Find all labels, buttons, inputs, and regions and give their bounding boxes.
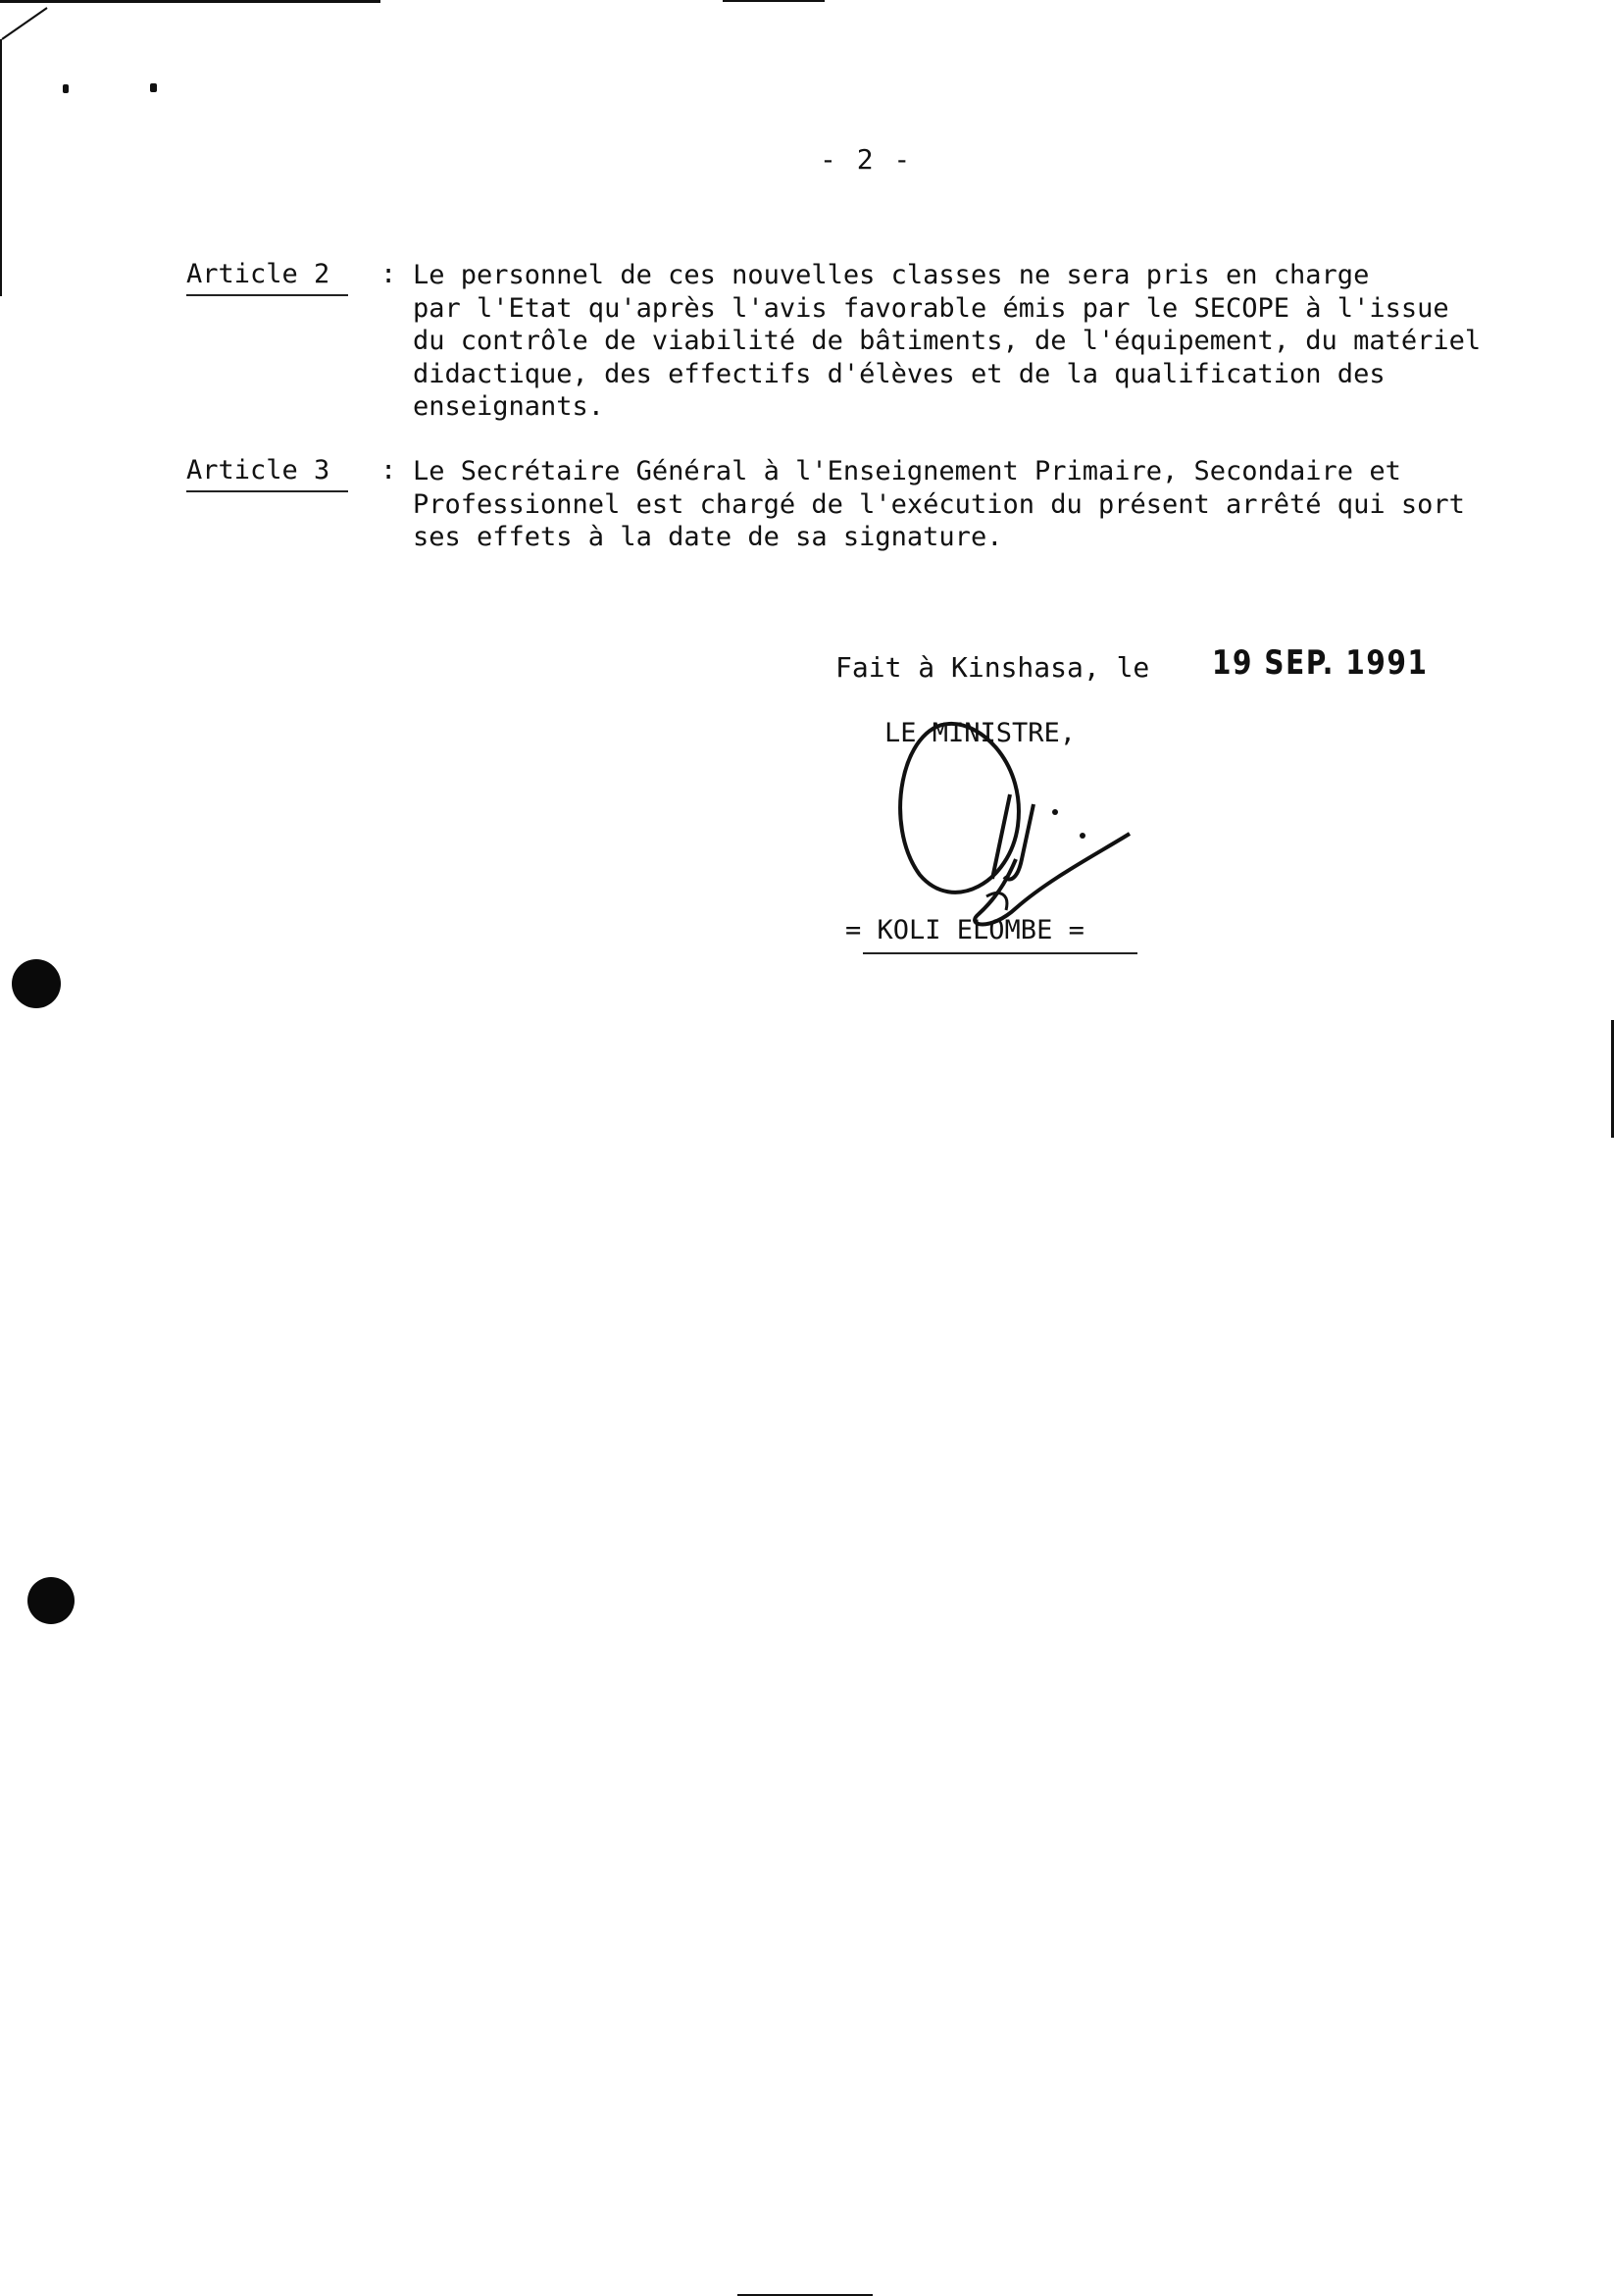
scan-speck-2 xyxy=(150,83,157,92)
punch-hole-lower xyxy=(27,1577,75,1624)
article-3-underline xyxy=(186,490,348,492)
signatory-name: = KOLI ELOMBE = xyxy=(845,915,1084,945)
article-2-colon: : xyxy=(380,259,397,289)
article-3 xyxy=(186,455,1530,563)
article-2-underline xyxy=(186,294,348,296)
signatory-underline xyxy=(863,952,1137,954)
scan-edge-top-center xyxy=(723,0,825,2)
place-date: Fait à Kinshasa, le xyxy=(835,651,1150,684)
scan-speck-1 xyxy=(63,84,69,93)
article-2 xyxy=(186,259,1530,426)
date-stamp: 19 SEP. 1991 xyxy=(1212,643,1429,683)
article-2-label: Article 2 xyxy=(186,259,330,289)
scan-edge-left xyxy=(0,39,2,296)
scan-corner-stroke xyxy=(0,0,59,59)
article-3-label: Article 3 xyxy=(186,455,330,485)
article-3-text: Le Secrétaire Général à l'Enseignement Primaire, Secondaire et Professionnel est chargé de l'exécution du présent arrêté qui sort ses effets à la date de sa signature. xyxy=(413,456,1465,552)
page-number: - 2 - xyxy=(820,143,913,176)
article-2-text: Le personnel de ces nouvelles classes ne sera pris en charge par l'Etat qu'après l'avis favorable émis par le SECOPE à l'issue du contrôle de viabilité de bâtiments, de l'équipement, du matériel didactique, des effectifs d'élèves et de la qualification des enseignants. xyxy=(413,260,1482,422)
minister-title: LE MINISTRE, xyxy=(884,718,1077,748)
article-3-colon: : xyxy=(380,455,397,485)
punch-hole-upper xyxy=(12,959,61,1008)
